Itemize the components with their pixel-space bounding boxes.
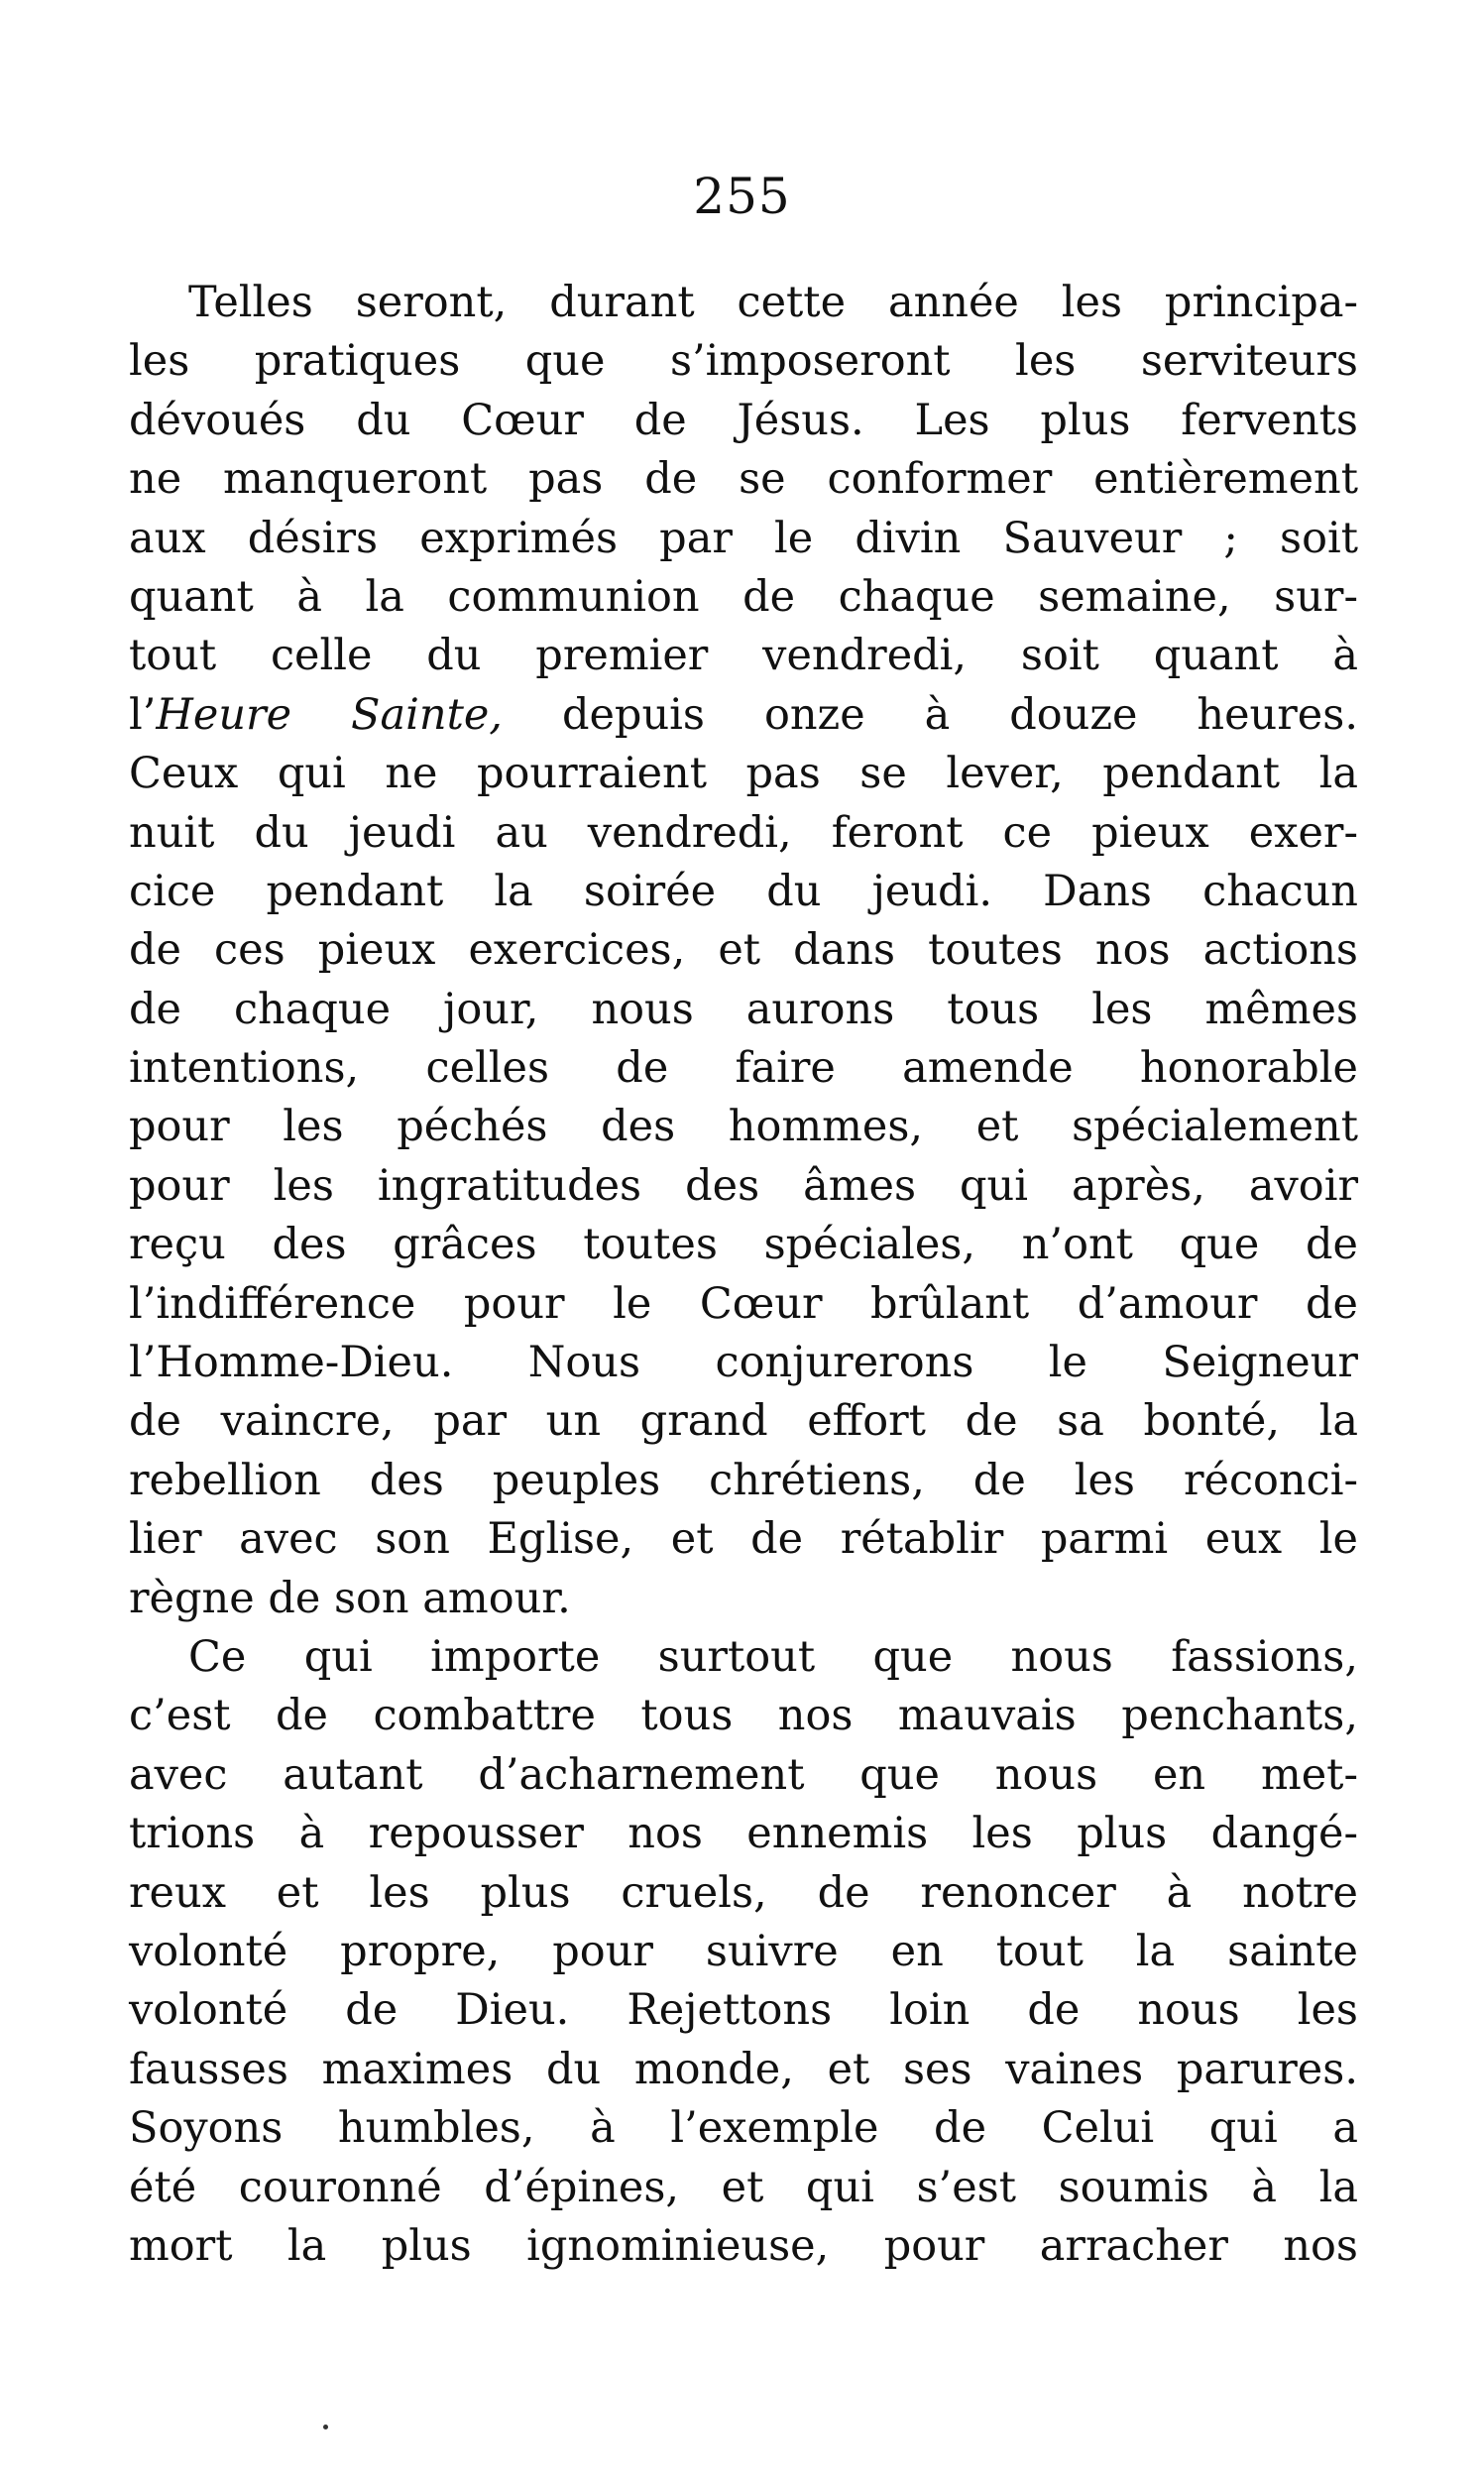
- text-line: l’Homme-Dieu. Nous conjurerons le Seigneur: [129, 1338, 1358, 1388]
- text-line: de chaque jour, nous aurons tous les mêmes: [129, 984, 1358, 1034]
- text-line: fausses maximes du monde, et ses vaines parures.: [129, 2044, 1358, 2094]
- ink-speck: [323, 2425, 328, 2429]
- text-line: de vaincre, par un grand effort de sa bonté, la: [129, 1396, 1358, 1447]
- text-line: aux désirs exprimés par le divin Sauveur ; soit: [129, 513, 1358, 563]
- page-number: 255: [693, 168, 791, 225]
- text-line: volonté propre, pour suivre en tout la sainte: [129, 1926, 1358, 1976]
- text-line: quant à la communion de chaque semaine, sur-: [129, 571, 1358, 622]
- text-line: mort la plus ignominieuse, pour arracher nos: [129, 2220, 1358, 2271]
- text-line: volonté de Dieu. Rejettons loin de nous les: [129, 1985, 1358, 2036]
- text-line: pour les ingratitudes des âmes qui après, avoir: [129, 1160, 1358, 1211]
- text-line: été couronné d’épines, et qui s’est soumis à la: [129, 2162, 1358, 2212]
- text-line: Ceux qui ne pourraient pas se lever, pendant la: [129, 749, 1358, 799]
- text-line: Ce qui importe surtout que nous fassions,: [188, 1631, 1358, 1682]
- text-line-with-italic: [129, 686, 1358, 745]
- text-line: de ces pieux exercices, et dans toutes nos actions: [129, 925, 1358, 976]
- text-line: les pratiques que s’imposeront les serviteurs: [129, 336, 1358, 387]
- text-line: tout celle du premier vendredi, soit quant à: [129, 631, 1358, 681]
- text-line: cice pendant la soirée du jeudi. Dans chacun: [129, 866, 1358, 916]
- text-run: l’: [129, 689, 157, 740]
- text-line: Soyons humbles, à l’exemple de Celui qui a: [129, 2103, 1358, 2154]
- text-line: avec autant d’acharnement que nous en met-: [129, 1749, 1358, 1800]
- body-text: [129, 274, 1358, 2276]
- text-line: règne de son amour.: [129, 1573, 571, 1623]
- text-line: reçu des grâces toutes spéciales, n’ont que de: [129, 1220, 1358, 1270]
- text-line: reux et les plus cruels, de renoncer à notre: [129, 1867, 1358, 1918]
- text-line: Telles seront, durant cette année les principa-: [188, 278, 1358, 327]
- text-run: depuis onze à douze heures.: [502, 689, 1358, 740]
- text-line: lier avec son Eglise, et de rétablir parmi eux le: [129, 1514, 1358, 1565]
- text-line: l’indifférence pour le Cœur brûlant d’amour de: [129, 1278, 1358, 1329]
- italic-title: Heure Sainte,: [156, 689, 503, 740]
- text-line: intentions, celles de faire amende honorable: [129, 1043, 1358, 1094]
- text-line: ne manqueront pas de se conformer entièrement: [129, 454, 1358, 505]
- text-line: rebellion des peuples chrétiens, de les réconci-: [129, 1455, 1358, 1505]
- text-line: nuit du jeudi au vendredi, feront ce pieux exer-: [129, 807, 1358, 858]
- text-line: pour les péchés des hommes, et spécialement: [129, 1102, 1358, 1152]
- text-line: c’est de combattre tous nos mauvais penchants,: [129, 1691, 1358, 1741]
- text-line: dévoués du Cœur de Jésus. Les plus fervents: [129, 395, 1358, 445]
- text-line: trions à repousser nos ennemis les plus dangé-: [129, 1809, 1358, 1859]
